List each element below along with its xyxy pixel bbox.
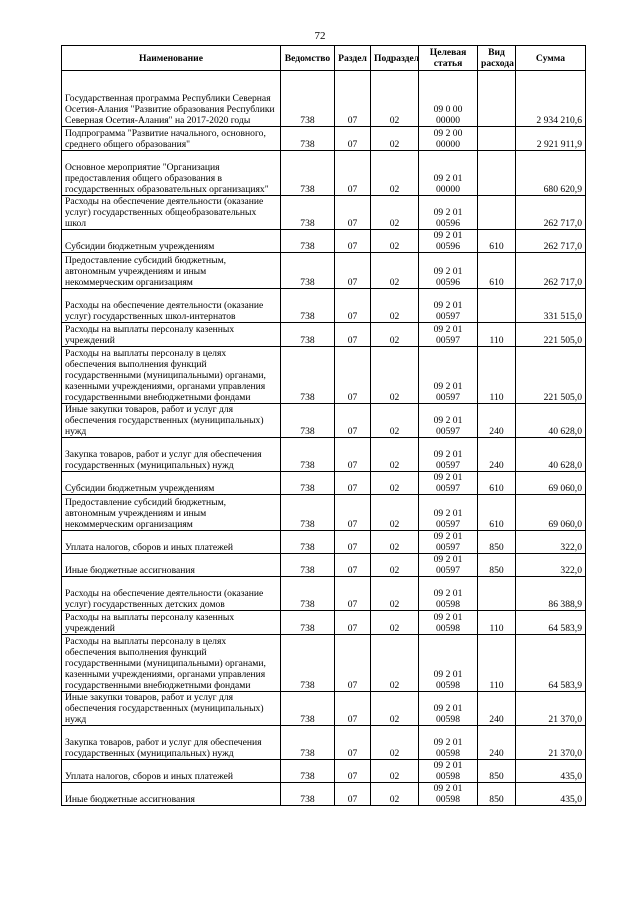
table-row bbox=[62, 404, 586, 438]
row-vedomstvo: 738 bbox=[281, 472, 335, 495]
row-summa: 64 583,9 bbox=[516, 611, 586, 635]
row-vedomstvo: 738 bbox=[281, 347, 335, 404]
row-celevaya-statya: 09 2 01 00598 bbox=[419, 611, 478, 635]
row-summa: 435,0 bbox=[516, 760, 586, 783]
row-podrazdel: 02 bbox=[371, 253, 419, 289]
row-summa: 262 717,0 bbox=[516, 196, 586, 230]
row-vedomstvo: 738 bbox=[281, 726, 335, 760]
header-summa: Сумма bbox=[516, 46, 586, 71]
header-name: Наименование bbox=[62, 46, 281, 71]
row-name: Расходы на выплаты персоналу в целях обеспечения выполнения функций государственными (муниципальными) органами, казенными учреждениями, органами управления государственными внебюджетными фондами bbox=[62, 347, 281, 404]
row-celevaya-statya: 09 2 01 00598 bbox=[419, 577, 478, 611]
table-body bbox=[62, 71, 586, 806]
row-razdel: 07 bbox=[335, 611, 371, 635]
header-celevaya-statya: Целевая статья bbox=[419, 46, 478, 71]
row-name: Закупка товаров, работ и услуг для обеспечения государственных (муниципальных) нужд bbox=[62, 438, 281, 472]
row-celevaya-statya: 09 2 00 00000 bbox=[419, 127, 478, 151]
table-row bbox=[62, 347, 586, 404]
row-vid-rashoda: 240 bbox=[478, 404, 516, 438]
row-name: Субсидии бюджетным учреждениям bbox=[62, 230, 281, 253]
row-podrazdel: 02 bbox=[371, 347, 419, 404]
row-vid-rashoda: 110 bbox=[478, 347, 516, 404]
table-row bbox=[62, 151, 586, 196]
row-celevaya-statya: 09 2 01 00597 bbox=[419, 472, 478, 495]
row-razdel: 07 bbox=[335, 692, 371, 726]
row-celevaya-statya: 09 2 01 00597 bbox=[419, 347, 478, 404]
table-row bbox=[62, 289, 586, 323]
row-name: Субсидии бюджетным учреждениям bbox=[62, 472, 281, 495]
table-header bbox=[62, 46, 586, 71]
row-celevaya-statya: 09 2 01 00596 bbox=[419, 253, 478, 289]
table-row bbox=[62, 531, 586, 554]
table-row bbox=[62, 495, 586, 531]
row-vid-rashoda bbox=[478, 289, 516, 323]
row-vedomstvo: 738 bbox=[281, 495, 335, 531]
row-podrazdel: 02 bbox=[371, 472, 419, 495]
row-vid-rashoda: 850 bbox=[478, 783, 516, 806]
table-row bbox=[62, 726, 586, 760]
row-vedomstvo: 738 bbox=[281, 635, 335, 692]
row-name: Уплата налогов, сборов и иных платежей bbox=[62, 760, 281, 783]
header-vid-rashoda: Вид расхода bbox=[478, 46, 516, 71]
row-summa: 221 505,0 bbox=[516, 347, 586, 404]
row-name: Расходы на обеспечение деятельности (оказание услуг) государственных детских домов bbox=[62, 577, 281, 611]
table-row bbox=[62, 577, 586, 611]
row-vedomstvo: 738 bbox=[281, 760, 335, 783]
row-vid-rashoda: 110 bbox=[478, 635, 516, 692]
row-podrazdel: 02 bbox=[371, 611, 419, 635]
row-podrazdel: 02 bbox=[371, 495, 419, 531]
row-summa: 21 370,0 bbox=[516, 726, 586, 760]
row-razdel: 07 bbox=[335, 151, 371, 196]
row-razdel: 07 bbox=[335, 577, 371, 611]
row-razdel: 07 bbox=[335, 230, 371, 253]
row-razdel: 07 bbox=[335, 554, 371, 577]
row-razdel: 07 bbox=[335, 726, 371, 760]
row-summa: 40 628,0 bbox=[516, 438, 586, 472]
row-summa: 2 921 911,9 bbox=[516, 127, 586, 151]
table-row bbox=[62, 760, 586, 783]
row-vedomstvo: 738 bbox=[281, 127, 335, 151]
table-row bbox=[62, 71, 586, 127]
row-vid-rashoda bbox=[478, 577, 516, 611]
row-podrazdel: 02 bbox=[371, 230, 419, 253]
row-vedomstvo: 738 bbox=[281, 71, 335, 127]
row-razdel: 07 bbox=[335, 127, 371, 151]
row-name: Расходы на выплаты персоналу казенных учреждений bbox=[62, 611, 281, 635]
row-vid-rashoda bbox=[478, 71, 516, 127]
row-podrazdel: 02 bbox=[371, 127, 419, 151]
row-podrazdel: 02 bbox=[371, 760, 419, 783]
row-celevaya-statya: 09 2 01 00598 bbox=[419, 760, 478, 783]
row-razdel: 07 bbox=[335, 196, 371, 230]
header-vedomstvo: Ведомство bbox=[281, 46, 335, 71]
table-row bbox=[62, 783, 586, 806]
row-razdel: 07 bbox=[335, 531, 371, 554]
row-vid-rashoda: 110 bbox=[478, 323, 516, 347]
row-vid-rashoda bbox=[478, 196, 516, 230]
table-row bbox=[62, 692, 586, 726]
row-name: Расходы на выплаты персоналу в целях обеспечения выполнения функций государственными (муниципальными) органами, казенными учреждениями, органами управления государственными внебюджетными фондами bbox=[62, 635, 281, 692]
row-summa: 322,0 bbox=[516, 531, 586, 554]
row-razdel: 07 bbox=[335, 253, 371, 289]
row-podrazdel: 02 bbox=[371, 531, 419, 554]
row-name: Расходы на обеспечение деятельности (оказание услуг) государственных школ-интернатов bbox=[62, 289, 281, 323]
header-razdel: Раздел bbox=[335, 46, 371, 71]
row-summa: 40 628,0 bbox=[516, 404, 586, 438]
row-celevaya-statya: 09 2 01 00000 bbox=[419, 151, 478, 196]
row-vid-rashoda: 850 bbox=[478, 531, 516, 554]
row-vid-rashoda: 610 bbox=[478, 253, 516, 289]
row-razdel: 07 bbox=[335, 71, 371, 127]
row-celevaya-statya: 09 2 01 00596 bbox=[419, 196, 478, 230]
row-summa: 221 505,0 bbox=[516, 323, 586, 347]
row-razdel: 07 bbox=[335, 438, 371, 472]
row-name: Государственная программа Республики Северная Осетия-Алания "Развитие образования Республики Северная Осетия-Алания" на 2017-2020 годы bbox=[62, 71, 281, 127]
row-podrazdel: 02 bbox=[371, 635, 419, 692]
table-row bbox=[62, 438, 586, 472]
row-summa: 86 388,9 bbox=[516, 577, 586, 611]
row-celevaya-statya: 09 2 01 00597 bbox=[419, 495, 478, 531]
table-row bbox=[62, 230, 586, 253]
row-celevaya-statya: 09 2 01 00597 bbox=[419, 438, 478, 472]
row-vid-rashoda: 850 bbox=[478, 554, 516, 577]
row-celevaya-statya: 09 2 01 00597 bbox=[419, 404, 478, 438]
row-celevaya-statya: 09 2 01 00597 bbox=[419, 323, 478, 347]
row-vedomstvo: 738 bbox=[281, 323, 335, 347]
row-summa: 331 515,0 bbox=[516, 289, 586, 323]
row-name: Предоставление субсидий бюджетным, автономным учреждениям и иным некоммерческим организациям bbox=[62, 253, 281, 289]
row-celevaya-statya: 09 2 01 00597 bbox=[419, 289, 478, 323]
row-vedomstvo: 738 bbox=[281, 151, 335, 196]
row-celevaya-statya: 09 0 00 00000 bbox=[419, 71, 478, 127]
row-name: Расходы на выплаты персоналу казенных учреждений bbox=[62, 323, 281, 347]
row-razdel: 07 bbox=[335, 404, 371, 438]
row-vid-rashoda: 240 bbox=[478, 692, 516, 726]
row-summa: 2 934 210,6 bbox=[516, 71, 586, 127]
row-podrazdel: 02 bbox=[371, 692, 419, 726]
row-vid-rashoda: 240 bbox=[478, 438, 516, 472]
row-summa: 21 370,0 bbox=[516, 692, 586, 726]
row-summa: 435,0 bbox=[516, 783, 586, 806]
row-podrazdel: 02 bbox=[371, 726, 419, 760]
row-podrazdel: 02 bbox=[371, 554, 419, 577]
row-summa: 64 583,9 bbox=[516, 635, 586, 692]
row-celevaya-statya: 09 2 01 00596 bbox=[419, 230, 478, 253]
row-podrazdel: 02 bbox=[371, 289, 419, 323]
row-vid-rashoda: 110 bbox=[478, 611, 516, 635]
row-celevaya-statya: 09 2 01 00597 bbox=[419, 531, 478, 554]
row-vedomstvo: 738 bbox=[281, 611, 335, 635]
row-razdel: 07 bbox=[335, 760, 371, 783]
row-vedomstvo: 738 bbox=[281, 196, 335, 230]
row-vedomstvo: 738 bbox=[281, 438, 335, 472]
row-vedomstvo: 738 bbox=[281, 531, 335, 554]
row-podrazdel: 02 bbox=[371, 151, 419, 196]
row-vid-rashoda: 240 bbox=[478, 726, 516, 760]
row-summa: 322,0 bbox=[516, 554, 586, 577]
row-name: Закупка товаров, работ и услуг для обеспечения государственных (муниципальных) нужд bbox=[62, 726, 281, 760]
row-vedomstvo: 738 bbox=[281, 404, 335, 438]
row-name: Иные закупки товаров, работ и услуг для обеспечения государственных (муниципальных) нужд bbox=[62, 692, 281, 726]
row-summa: 69 060,0 bbox=[516, 472, 586, 495]
row-name: Предоставление субсидий бюджетным, автономным учреждениям и иным некоммерческим организациям bbox=[62, 495, 281, 531]
row-vid-rashoda: 850 bbox=[478, 760, 516, 783]
row-summa: 69 060,0 bbox=[516, 495, 586, 531]
row-razdel: 07 bbox=[335, 472, 371, 495]
table-row bbox=[62, 635, 586, 692]
row-name: Иные бюджетные ассигнования bbox=[62, 554, 281, 577]
table-row bbox=[62, 253, 586, 289]
budget-table bbox=[61, 45, 586, 806]
row-name: Иные закупки товаров, работ и услуг для обеспечения государственных (муниципальных) нужд bbox=[62, 404, 281, 438]
table-row bbox=[62, 196, 586, 230]
row-podrazdel: 02 bbox=[371, 71, 419, 127]
row-razdel: 07 bbox=[335, 323, 371, 347]
row-vid-rashoda bbox=[478, 151, 516, 196]
row-vid-rashoda: 610 bbox=[478, 472, 516, 495]
row-razdel: 07 bbox=[335, 635, 371, 692]
row-celevaya-statya: 09 2 01 00598 bbox=[419, 783, 478, 806]
row-celevaya-statya: 09 2 01 00598 bbox=[419, 726, 478, 760]
row-razdel: 07 bbox=[335, 783, 371, 806]
row-razdel: 07 bbox=[335, 289, 371, 323]
table-row bbox=[62, 611, 586, 635]
row-name: Иные бюджетные ассигнования bbox=[62, 783, 281, 806]
row-celevaya-statya: 09 2 01 00598 bbox=[419, 635, 478, 692]
row-podrazdel: 02 bbox=[371, 438, 419, 472]
table-row bbox=[62, 472, 586, 495]
row-name: Уплата налогов, сборов и иных платежей bbox=[62, 531, 281, 554]
header-row bbox=[62, 46, 586, 71]
row-podrazdel: 02 bbox=[371, 196, 419, 230]
row-summa: 262 717,0 bbox=[516, 230, 586, 253]
page-number: 72 bbox=[314, 30, 326, 42]
row-celevaya-statya: 09 2 01 00597 bbox=[419, 554, 478, 577]
row-vedomstvo: 738 bbox=[281, 783, 335, 806]
table-row bbox=[62, 554, 586, 577]
row-summa: 680 620,9 bbox=[516, 151, 586, 196]
row-vid-rashoda bbox=[478, 127, 516, 151]
table-row bbox=[62, 323, 586, 347]
row-name: Расходы на обеспечение деятельности (оказание услуг) государственных общеобразовательных школ bbox=[62, 196, 281, 230]
row-vedomstvo: 738 bbox=[281, 230, 335, 253]
row-name: Подпрограмма "Развитие начального, основного, среднего общего образования" bbox=[62, 127, 281, 151]
row-vedomstvo: 738 bbox=[281, 692, 335, 726]
table-row bbox=[62, 127, 586, 151]
row-vedomstvo: 738 bbox=[281, 554, 335, 577]
row-summa: 262 717,0 bbox=[516, 253, 586, 289]
row-name: Основное мероприятие "Организация предоставления общего образования в государственных образовательных организациях" bbox=[62, 151, 281, 196]
row-podrazdel: 02 bbox=[371, 577, 419, 611]
row-vid-rashoda: 610 bbox=[478, 495, 516, 531]
row-podrazdel: 02 bbox=[371, 404, 419, 438]
row-vid-rashoda: 610 bbox=[478, 230, 516, 253]
row-celevaya-statya: 09 2 01 00598 bbox=[419, 692, 478, 726]
header-podrazdel: Подраздел bbox=[371, 46, 419, 71]
row-podrazdel: 02 bbox=[371, 323, 419, 347]
row-razdel: 07 bbox=[335, 347, 371, 404]
row-podrazdel: 02 bbox=[371, 783, 419, 806]
row-vedomstvo: 738 bbox=[281, 253, 335, 289]
row-razdel: 07 bbox=[335, 495, 371, 531]
row-vedomstvo: 738 bbox=[281, 577, 335, 611]
row-vedomstvo: 738 bbox=[281, 289, 335, 323]
